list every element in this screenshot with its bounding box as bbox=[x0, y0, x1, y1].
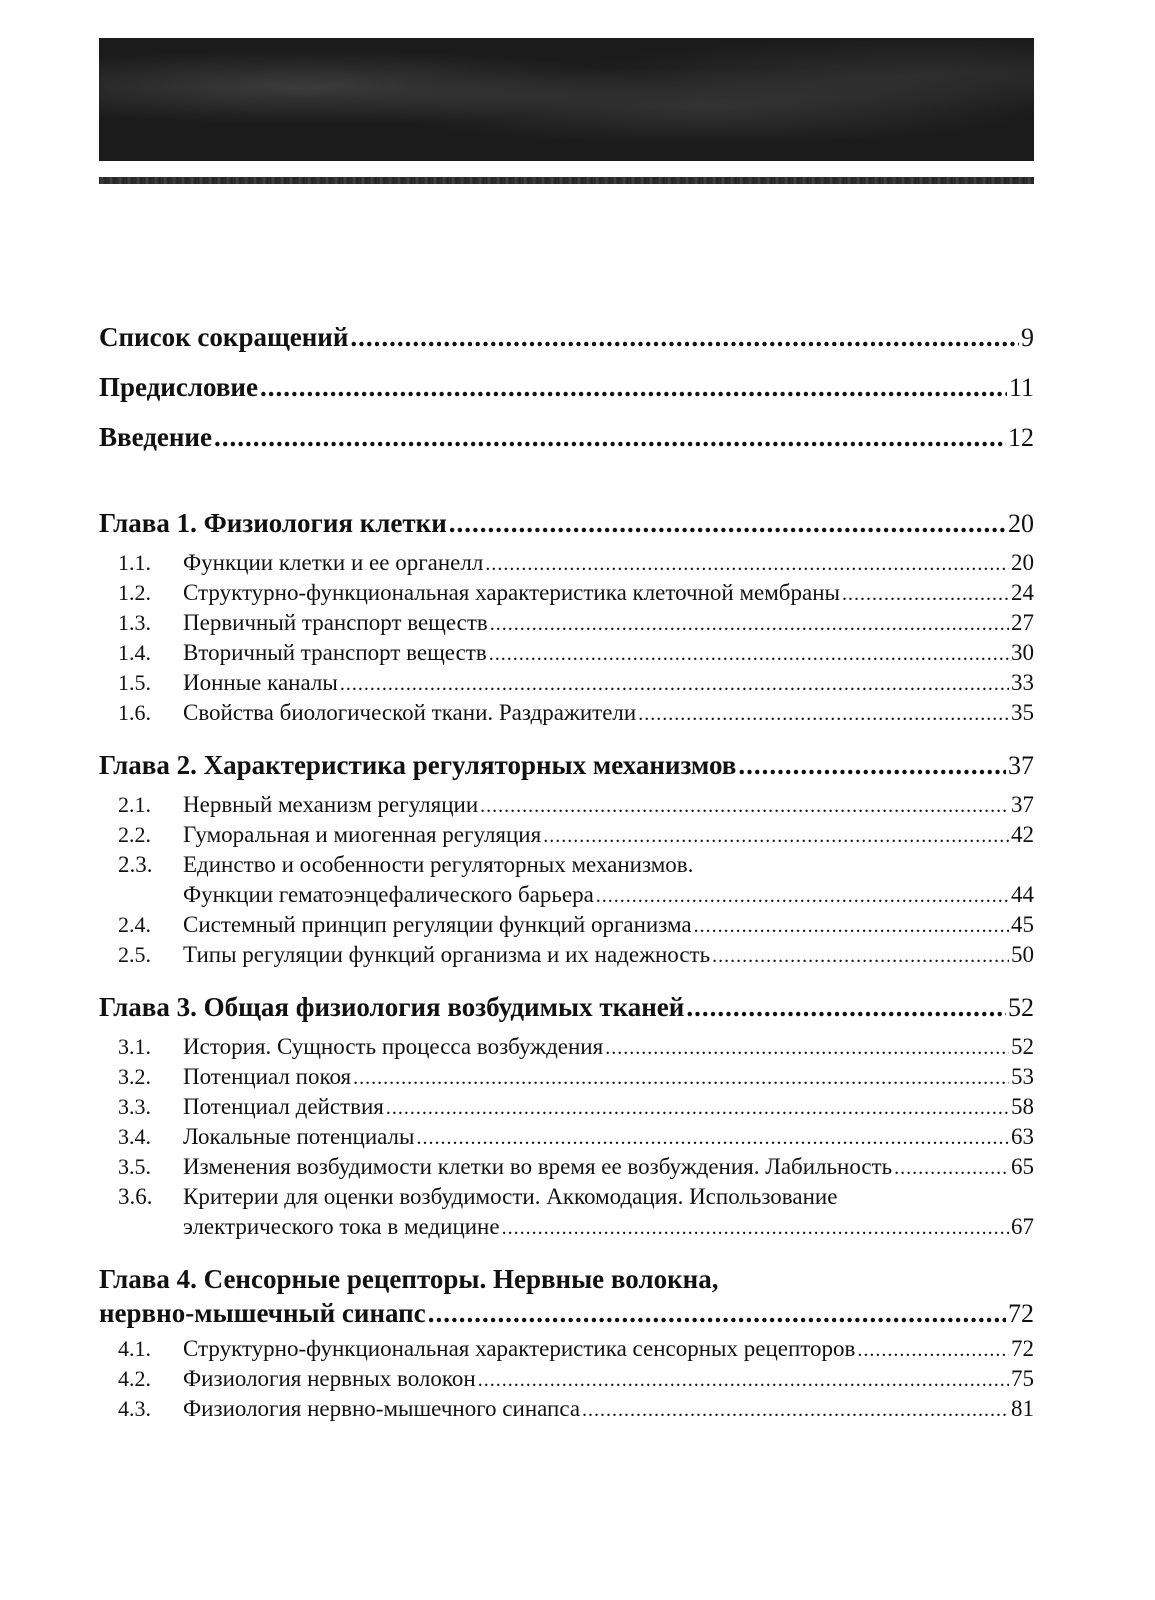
toc-section-2-4[interactable] bbox=[99, 912, 1034, 942]
section-page: 50 bbox=[1011, 942, 1034, 967]
dot-leader bbox=[478, 1369, 1009, 1392]
chapter-page: 37 bbox=[1008, 751, 1034, 780]
dot-leader bbox=[485, 553, 1009, 576]
section-title: Потенциал покоя bbox=[183, 1064, 352, 1089]
dot-leader bbox=[638, 703, 1009, 726]
section-number: 2.2. bbox=[118, 822, 151, 847]
toc-section-1-3[interactable] bbox=[99, 610, 1034, 640]
toc-section-4-3[interactable] bbox=[99, 1396, 1034, 1426]
section-title: Структурно-функциональная характеристика сенсорных рецепторов bbox=[183, 1336, 856, 1361]
section-title: Структурно-функциональная характеристика клеточной мембраны bbox=[183, 580, 840, 605]
dot-leader bbox=[842, 583, 1009, 606]
dot-leader bbox=[260, 372, 1007, 403]
toc-chapter-1[interactable] bbox=[99, 508, 1034, 550]
section-page: 45 bbox=[1011, 912, 1034, 937]
section-number: 4.2. bbox=[118, 1366, 151, 1391]
section-number: 1.1. bbox=[118, 550, 151, 575]
section-title: Системный принцип регуляции функций организма bbox=[183, 912, 692, 937]
toc-entry-title: Введение bbox=[99, 422, 212, 452]
dot-leader bbox=[694, 915, 1009, 938]
dot-leader bbox=[857, 1339, 1009, 1362]
dot-leader bbox=[353, 1067, 1009, 1090]
section-number: 2.5. bbox=[118, 942, 151, 967]
chapter-title: нервно-мышечный синапс bbox=[99, 1298, 426, 1328]
section-number: 1.6. bbox=[118, 700, 151, 725]
toc-section-1-2[interactable] bbox=[99, 580, 1034, 610]
toc-section-3-4[interactable] bbox=[99, 1124, 1034, 1154]
toc-section-2-3[interactable] bbox=[99, 882, 1034, 912]
toc-section-4-2[interactable] bbox=[99, 1366, 1034, 1396]
toc-section-2-2[interactable] bbox=[99, 822, 1034, 852]
header-banner-image bbox=[99, 38, 1034, 161]
section-title: электрического тока в медицине bbox=[183, 1214, 500, 1239]
dot-leader bbox=[712, 945, 1009, 968]
section-title: Ионные каналы bbox=[183, 670, 338, 695]
section-title: Потенциал действия bbox=[183, 1094, 384, 1119]
chapter-page: 20 bbox=[1008, 509, 1034, 538]
section-number: 1.2. bbox=[118, 580, 151, 605]
toc-section-2-5[interactable] bbox=[99, 942, 1034, 972]
dot-leader bbox=[340, 673, 1009, 696]
toc-section-3-6[interactable] bbox=[99, 1214, 1034, 1244]
toc-entry-page: 11 bbox=[1008, 373, 1034, 402]
toc-entry-page: 12 bbox=[1008, 423, 1034, 452]
section-page: 35 bbox=[1011, 700, 1034, 725]
section-page: 24 bbox=[1011, 580, 1034, 605]
dot-leader bbox=[489, 643, 1009, 666]
section-number: 3.1. bbox=[118, 1034, 151, 1059]
section-page: 44 bbox=[1011, 882, 1034, 907]
toc-entry-introduction[interactable] bbox=[99, 422, 1034, 472]
section-number: 3.3. bbox=[118, 1094, 151, 1119]
toc-section-4-1[interactable] bbox=[99, 1336, 1034, 1366]
toc-chapter-4[interactable] bbox=[99, 1298, 1034, 1336]
section-page: 58 bbox=[1011, 1094, 1034, 1119]
section-title: Вторичный транспорт веществ bbox=[183, 640, 487, 665]
section-page: 52 bbox=[1011, 1034, 1034, 1059]
dot-leader bbox=[480, 795, 1009, 818]
section-number: 1.3. bbox=[118, 610, 151, 635]
dot-leader bbox=[416, 1127, 1009, 1150]
toc-section-3-3[interactable] bbox=[99, 1094, 1034, 1124]
section-number: 3.4. bbox=[118, 1124, 151, 1149]
chapter-page: 52 bbox=[1008, 993, 1034, 1022]
section-number: 3.5. bbox=[118, 1154, 151, 1179]
section-number: 2.4. bbox=[118, 912, 151, 937]
section-page: 37 bbox=[1011, 792, 1034, 817]
toc-chapter-2[interactable] bbox=[99, 750, 1034, 792]
section-page: 63 bbox=[1011, 1124, 1034, 1149]
dot-leader bbox=[596, 885, 1009, 908]
section-page: 75 bbox=[1011, 1366, 1034, 1391]
dot-leader bbox=[350, 322, 1019, 353]
toc-section-1-5[interactable] bbox=[99, 670, 1034, 700]
toc-section-1-4[interactable] bbox=[99, 640, 1034, 670]
toc-entry-title: Предисловие bbox=[99, 372, 258, 402]
header-rule bbox=[99, 177, 1034, 184]
toc-section-3-6-line-1[interactable] bbox=[99, 1184, 1034, 1214]
toc-chapter-3[interactable] bbox=[99, 992, 1034, 1034]
section-page: 67 bbox=[1011, 1214, 1034, 1239]
toc-section-2-3-line-1[interactable] bbox=[99, 852, 1034, 882]
section-page: 30 bbox=[1011, 640, 1034, 665]
section-page: 33 bbox=[1011, 670, 1034, 695]
toc-entry-abbreviations[interactable] bbox=[99, 322, 1034, 372]
section-title: Физиология нервно-мышечного синапса bbox=[183, 1396, 581, 1421]
toc-entry-page: 9 bbox=[1021, 323, 1034, 352]
toc-entry-title: Список сокращений bbox=[99, 322, 349, 352]
section-title: Типы регуляции функций организма и их надежность bbox=[183, 942, 711, 967]
section-page: 20 bbox=[1011, 550, 1034, 575]
section-number: 3.6. bbox=[118, 1184, 153, 1209]
dot-leader bbox=[449, 508, 1006, 539]
dot-leader bbox=[605, 1037, 1009, 1060]
section-title: История. Сущность процесса возбуждения bbox=[183, 1034, 604, 1059]
dot-leader bbox=[686, 992, 1006, 1023]
dot-leader bbox=[582, 1399, 1009, 1422]
dot-leader bbox=[490, 613, 1009, 636]
section-number: 1.5. bbox=[118, 670, 151, 695]
dot-leader bbox=[502, 1217, 1009, 1240]
dot-leader bbox=[894, 1157, 1009, 1180]
section-title: Физиология нервных волокон bbox=[183, 1366, 476, 1391]
chapter-title: Глава 3. Общая физиология возбудимых тканей bbox=[99, 992, 685, 1022]
table-of-contents bbox=[99, 322, 1034, 1426]
section-title-line-1: Критерии для оценки возбудимости. Аккомодация. Использование bbox=[183, 1184, 838, 1209]
section-number: 3.2. bbox=[118, 1064, 151, 1089]
section-page: 72 bbox=[1011, 1336, 1034, 1361]
section-title: Гуморальная и миогенная регуляция bbox=[183, 822, 542, 847]
section-title: Свойства биологической ткани. Раздражители bbox=[183, 700, 637, 725]
toc-section-1-1[interactable] bbox=[99, 550, 1034, 580]
section-title: Функции гематоэнцефалического барьера bbox=[183, 882, 594, 907]
toc-section-3-2[interactable] bbox=[99, 1064, 1034, 1094]
toc-section-1-6[interactable] bbox=[99, 700, 1034, 730]
section-title-line-1: Единство и особенности регуляторных механизмов. bbox=[183, 852, 694, 877]
section-title: Нервный механизм регуляции bbox=[183, 792, 479, 817]
section-page: 27 bbox=[1011, 610, 1034, 635]
chapter-title: Глава 2. Характеристика регуляторных механизмов bbox=[99, 750, 737, 780]
section-number: 2.1. bbox=[118, 792, 151, 817]
section-title: Изменения возбудимости клетки во время ее возбуждения. Лабильность bbox=[183, 1154, 893, 1179]
dot-leader bbox=[738, 750, 1006, 781]
toc-section-2-1[interactable] bbox=[99, 792, 1034, 822]
section-number: 4.3. bbox=[118, 1396, 151, 1421]
toc-section-3-1[interactable] bbox=[99, 1034, 1034, 1064]
section-title: Первичный транспорт веществ bbox=[183, 610, 488, 635]
section-page: 81 bbox=[1011, 1396, 1034, 1421]
section-title: Функции клетки и ее органелл bbox=[183, 550, 484, 575]
section-number: 1.4. bbox=[118, 640, 151, 665]
section-page: 42 bbox=[1011, 822, 1034, 847]
dot-leader bbox=[428, 1298, 1006, 1329]
dot-leader bbox=[386, 1097, 1009, 1120]
section-page: 65 bbox=[1011, 1154, 1034, 1179]
toc-section-3-5[interactable] bbox=[99, 1154, 1034, 1184]
section-title: Локальные потенциалы bbox=[183, 1124, 415, 1149]
chapter-title: Глава 1. Физиология клетки bbox=[99, 508, 447, 538]
dot-leader bbox=[543, 825, 1009, 848]
section-number: 4.1. bbox=[118, 1336, 151, 1361]
toc-chapter-4-line-1[interactable]: Глава 4. Сенсорные рецепторы. Нервные волокна, bbox=[99, 1264, 719, 1294]
section-page: 53 bbox=[1011, 1064, 1034, 1089]
section-number: 2.3. bbox=[118, 852, 153, 877]
toc-entry-preface[interactable] bbox=[99, 372, 1034, 422]
chapter-page: 72 bbox=[1008, 1299, 1034, 1328]
dot-leader bbox=[214, 422, 1006, 453]
